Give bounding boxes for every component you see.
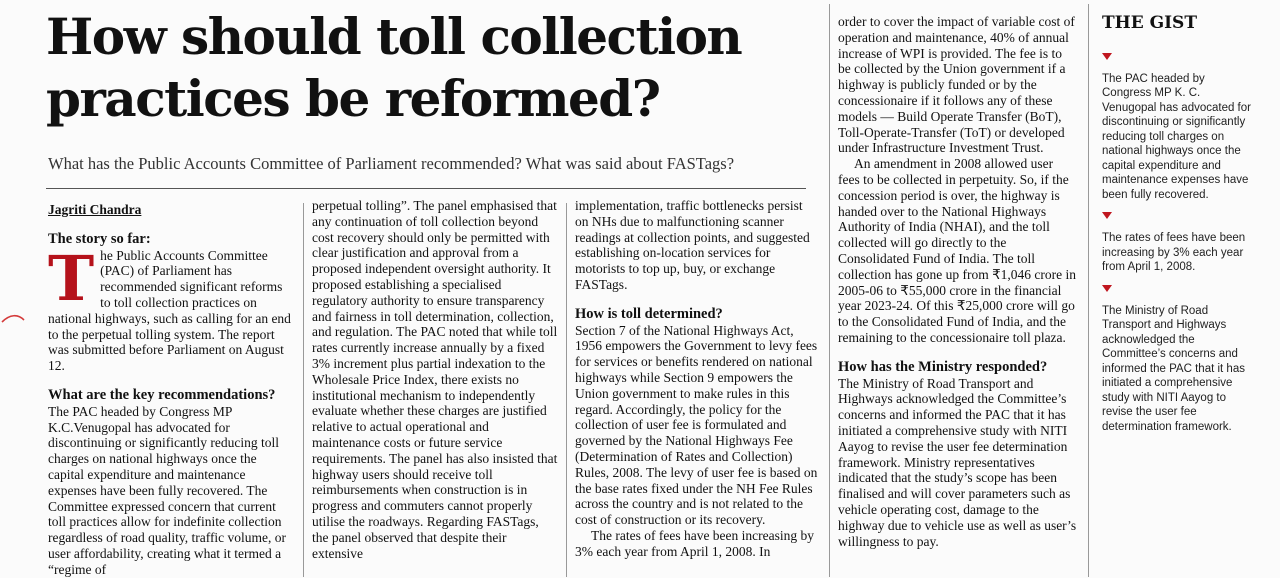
amendment-paragraph: An amendment in 2008 allowed user fees to be collected in perpetuity. So, if the concession period is over, the highway is handed over to the National Highways Authority of India (NHAI), and the toll collected will go directly to the Consolidated Fund of India. The toll collection has gone up from ₹1,046 crore in 2005-06 to ₹55,000 crore in the financial year 2023-24. Of this ₹25,000 crore will go to the Consolidated Fund of India, and the remaining to the concessionaire toll plaza. [838,156,1077,345]
drop-cap: T [48,241,95,315]
column-divider [829,4,830,577]
recommendations-paragraph: The PAC headed by Congress MP K.C.Venugopal has advocated for discontinuing or significantly reducing toll charges on national highways once the capital expenditure and maintenance expenses have been fully recovered. The Committee expressed concern that current toll practices allow for indefinite collection regardless of road quality, traffic volume, or user affordability, creating what it termed a “regime of [48,403,287,577]
triangle-bullet-icon [1102,212,1112,219]
triangle-bullet-icon [1102,53,1112,60]
rates-paragraph: The rates of fees have been increasing by 3% each year from April 1, 2008. In [575,527,815,559]
triangle-bullet-icon [1102,285,1112,292]
section-heading-ministry: How has the Ministry responded? [838,358,1048,375]
subheadline: What has the Public Accounts Committee of Parliament recommended? What was said about FASTags? [48,154,735,173]
gist-item-text: The rates of fees have been increasing by 3% each year from April 1, 2008. [1102,232,1246,273]
section-heading-toll: How is toll determined? [575,305,723,322]
gist-item [1096,285,1256,435]
column-3 [575,198,819,560]
header-divider [46,188,806,189]
gist-item-text: The PAC headed by Congress MP K. C. Venugopal has advocated for discontinuing or significantly reducing toll charges on national highways once the capital expenditure and maintenance expenses have been fully recovered. [1102,72,1251,201]
story-paragraph: The Public Accounts Committee (PAC) of Parliament has recommended significant reforms to toll collection practices on national highways, such as calling for an end to the perpetual tolling system. The report was submitted before Parliament on August 12. [48,241,291,374]
toll-paragraph: Section 7 of the National Highways Act, 1956 empowers the Government to levy fees for services or benefits rendered on national highways while Section 9 empowers the Union government to make rules in this regard. Accordingly, the policy for the collection of user fee is formulated and governed by the National Highways Fee (Determination of Rates and Collection) Rules, 2008. The levy of user fee is based on the base rates fixed under the NH Fee Rules across the country and is not related to the cost of construction or its recovery. [575,322,818,528]
gist-divider [1088,4,1089,577]
column-divider [303,203,304,577]
section-heading-story: The story so far: [48,230,151,247]
wpi-paragraph: order to cover the impact of variable cost of operation and maintenance, 40% of annual increase of WPI is provided. The fee is to be collected by the Union government if a highway is publicly funded or by the concessionaire if it follows any of these models — Build Operate Transfer (BoT), Toll-Operate-Transfer (ToT) or developed under Infrastructure Investment Trust. [838,14,1075,156]
column-4 [838,14,1078,549]
byline[interactable]: Jagriti Chandra [48,202,142,217]
column-1 [48,198,294,578]
fastag-paragraph: implementation, traffic bottlenecks persist on NHs due to malfunctioning scanner readings at collection points, and suggested establishing on-location services for motorists to top up, buy, or exchange FASTags. [575,198,810,292]
gist-item-text: The Ministry of Road Transport and Highways acknowledged the Committee’s concerns and informed the PAC that it has initiated a comprehensive study with NITI Aayog to revise the user fee determination framework. [1102,304,1245,433]
gist-item [1096,53,1256,203]
column-2-paragraph: perpetual tolling”. The panel emphasised that any continuation of toll collection beyond cost recovery should only be permitted with clear justification and approval from a proposed independent oversight authority. It proposed establishing a specialised regulatory authority to ensure transparency and fairness in toll determination, collection, and regulation. The PAC noted that while toll rates currently increase annually by a fixed 3% increment plus partial indexation to the Wholesale Price Index, there exists no institutional mechanism to independently evaluate whether these charges are justified relative to actual operational and maintenance costs or future service requirements. The panel has also insisted that highway users should receive toll reimbursements when construction is in progress and commuters cannot properly utilise the roadways. Regarding FASTags, the panel observed that despite their extensive [312,198,558,561]
gist-title: THE GIST [1102,13,1197,33]
section-heading-recommendations: What are the key recommendations? [48,386,276,403]
ministry-paragraph: The Ministry of Road Transport and Highways acknowledged the Committee’s concerns and informed the PAC that it has initiated a comprehensive study with NITI Aayog to revise the user fee determination framework. Ministry representatives indicated that the study’s scope has been finalised and will cover parameters such as vehicle operating cost, damage to the highway due to vehicle use as well as user’s willingness to pay. [838,375,1077,549]
column-2 [312,198,558,561]
gist-sidebar [1096,14,1256,444]
pen-mark-icon [0,308,30,328]
column-divider [566,203,567,577]
gist-item [1096,212,1256,275]
headline: How should toll collection practices be reformed? [46,7,742,128]
